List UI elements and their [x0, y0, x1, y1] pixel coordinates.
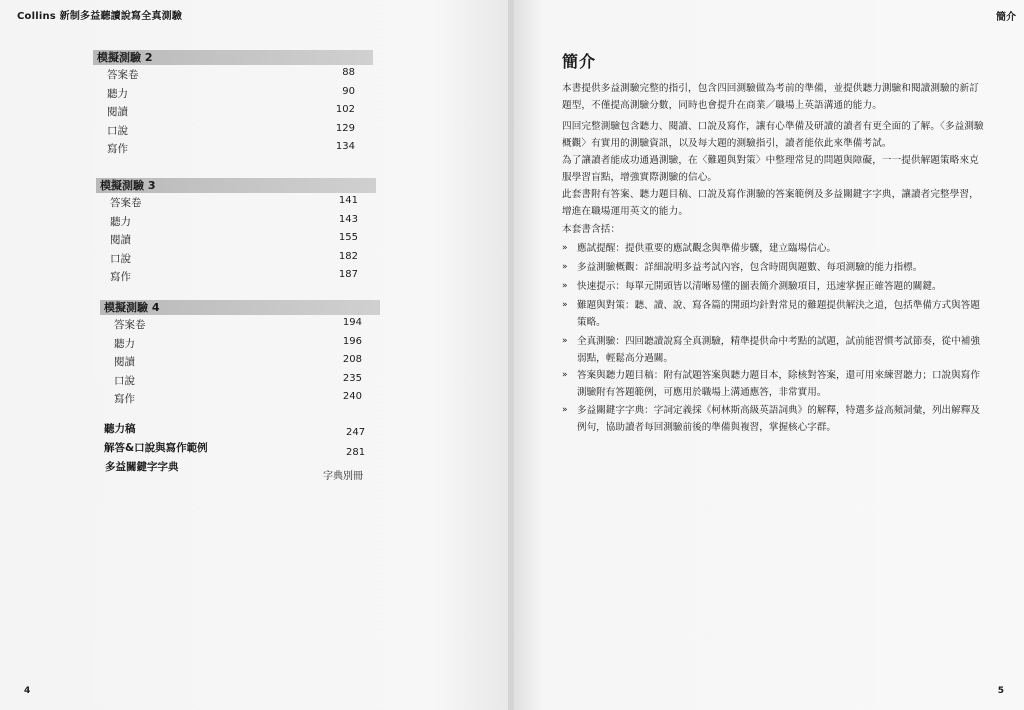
bullet-mark: »	[562, 405, 568, 415]
bullet-mark: »	[562, 281, 568, 291]
toc-section-title: 模擬測驗 3	[96, 178, 376, 193]
toc-item	[100, 389, 380, 408]
toc-item-page: 240	[342, 391, 362, 402]
toc-item	[100, 315, 380, 334]
intro-bullet	[562, 259, 987, 276]
intro-bullet	[562, 402, 987, 436]
toc-item-page: 155	[338, 232, 358, 243]
toc-item-label: 口說	[110, 252, 131, 265]
toc-item	[96, 212, 376, 231]
toc-item-label: 答案卷	[114, 319, 146, 331]
toc-item-page: 129	[335, 122, 355, 134]
toc-item-label: 寫作	[110, 271, 131, 283]
bullet-mark: »	[562, 300, 568, 310]
toc-extra-transcripts-page: 247	[346, 427, 366, 438]
intro-bullet	[562, 367, 987, 401]
bullet-mark: »	[562, 336, 568, 346]
toc-item-page: 134	[335, 141, 355, 152]
toc-item-page: 90	[342, 85, 355, 97]
bullet-text: 多益測驗概觀：詳細說明多益考試內容，包含時間與題數、每項測驗的能力指標。	[577, 262, 923, 273]
toc-extra-answers-page: 281	[346, 447, 366, 458]
toc-item	[96, 249, 376, 268]
toc-item	[93, 65, 373, 84]
intro-bullet	[562, 333, 987, 367]
toc-section-test-2	[93, 50, 373, 158]
toc-item-page: 187	[338, 269, 358, 280]
toc-item-page: 88	[342, 67, 355, 78]
toc-section-title: 模擬測驗 2	[93, 50, 373, 65]
toc-item-label: 閱讀	[107, 106, 128, 118]
intro-paragraph: 此套書附有答案、聽力題目稿、口說及寫作測驗的答案範例及多益關鍵字字典，讓讀者完整學習，增進在職場運用英文的能力。	[562, 189, 979, 217]
bullet-text: 多益關鍵字字典：字詞定義採《柯林斯高級英語詞典》的解釋，特選多益高頻詞彙，列出解釋及例句，協助讀者每回測驗前後的準備與複習，掌握核心字群。	[577, 405, 980, 433]
toc-item	[100, 334, 380, 353]
toc-item	[93, 121, 373, 140]
toc-section-test-3	[96, 178, 376, 286]
intro-bullet	[562, 278, 987, 295]
bullet-text: 應試提醒：提供重要的應試觀念與準備步驟，建立臨場信心。	[577, 243, 837, 254]
toc-item	[96, 193, 376, 212]
toc-item-page: 235	[342, 372, 362, 384]
toc-item	[96, 230, 376, 249]
bullet-mark: »	[562, 262, 568, 272]
bullet-text: 難題與對策：聽、讀、說、寫各篇的開頭均針對常見的難題提供解決之道，包括準備方式與答題策略。	[577, 300, 980, 328]
toc-item-label: 聽力	[107, 87, 128, 100]
toc-item-page: 194	[342, 317, 362, 328]
toc-item-label: 答案卷	[107, 69, 139, 81]
intro-paragraph: 本套書含括：	[562, 224, 621, 235]
intro-paragraph: 為了讓讀者能成功通過測驗，在〈難題與對策〉中整理常見的問題與障礙，一一提供解題策略來克服學習盲點，增強實際測驗的信心。	[562, 155, 979, 183]
toc-item-label: 閱讀	[110, 234, 131, 246]
toc-item	[100, 352, 380, 371]
toc-item-label: 寫作	[114, 393, 135, 405]
toc-item	[93, 139, 373, 158]
bullet-text: 全真測驗：四回聽讀說寫全真測驗，精準提供命中考點的試題，試前能習慣考試節奏，從中補強弱點，輕鬆高分過關。	[577, 336, 980, 364]
page-number-right: 5	[997, 686, 1004, 696]
toc-item-label: 口說	[114, 374, 135, 387]
toc-item-label: 聽力	[114, 337, 135, 350]
toc-item-label: 寫作	[107, 143, 128, 155]
toc-item-page: 196	[342, 335, 362, 347]
bullet-mark: »	[562, 370, 568, 380]
toc-item	[93, 84, 373, 103]
toc-extra-dictionary-label: 多益關鍵字字典	[105, 461, 179, 473]
bullet-mark: »	[562, 243, 568, 253]
toc-item	[96, 267, 376, 286]
toc-item	[100, 371, 380, 390]
toc-extra-answers-label: 解答&口說與寫作範例	[104, 442, 208, 454]
toc-item-page: 102	[335, 104, 355, 115]
toc-item-page: 141	[338, 195, 358, 206]
toc-section-test-4	[100, 300, 380, 408]
running-head-left: Collins 新制多益聽讀說寫全真測驗	[17, 11, 183, 22]
toc-section-title: 模擬測驗 4	[100, 300, 380, 315]
toc-item-page: 182	[338, 250, 358, 262]
intro-title: 簡介	[562, 52, 597, 71]
toc-item-label: 口說	[107, 124, 128, 137]
toc-item-label: 答案卷	[110, 197, 142, 209]
page-number-left: 4	[24, 686, 31, 696]
intro-paragraph: 本書提供多益測驗完整的指引，包含四回測驗做為考前的準備，並提供聽力測驗和閱讀測驗的新訂題型，不僅提高測驗分數，同時也會提升在商業／職場上英語溝通的能力。	[562, 83, 979, 111]
toc-item-page: 143	[338, 213, 358, 225]
intro-bullet	[562, 297, 987, 331]
intro-bullet	[562, 240, 987, 257]
toc-item-page: 208	[342, 354, 362, 365]
book-gutter	[508, 0, 514, 710]
running-head-right: 簡介	[996, 12, 1016, 23]
toc-extra-transcripts-label: 聽力稿	[104, 423, 136, 435]
toc-item-label: 閱讀	[114, 356, 135, 368]
bullet-text: 快速提示：每單元開頭皆以清晰易懂的圖表簡介測驗項目，迅速掌握正確答題的關鍵。	[577, 281, 942, 292]
intro-paragraph: 四回完整測驗包含聽力、閱讀、口說及寫作，讓有心準備及研讀的讀者有更全面的了解。〈多益測驗概觀〉有實用的測驗資訊，以及每大題的測驗指引，讀者能依此來準備考試。	[562, 121, 984, 149]
toc-extra-dictionary-page: 字典別冊	[323, 471, 363, 482]
bullet-text: 答案與聽力題目稿：附有試題答案與聽力題目本，除核對答案，還可用來練習聽力；口說與寫作測驗附有答題範例，可應用於職場上溝通應答，非常實用。	[577, 370, 980, 398]
toc-item-label: 聽力	[110, 215, 131, 228]
toc-item	[93, 102, 373, 121]
